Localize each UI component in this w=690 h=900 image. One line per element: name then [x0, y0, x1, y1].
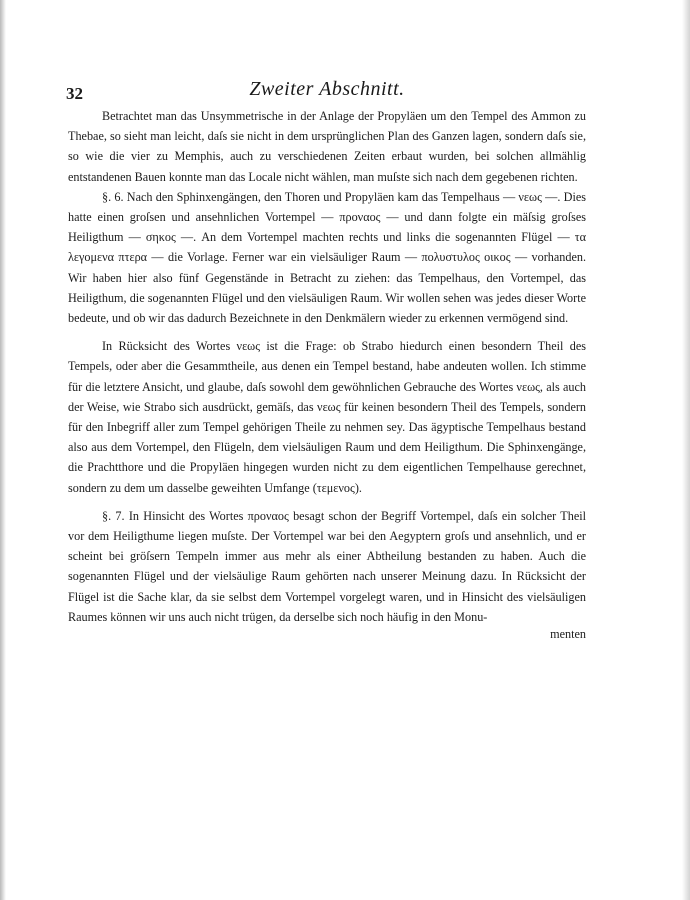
running-title: Zweiter Abschnitt. — [249, 78, 405, 100]
scan-edge-left — [0, 0, 6, 900]
page-number: 32 — [66, 84, 83, 103]
paragraph-neos: In Rücksicht des Wortes νεως ist die Frage: ob Strabo hiedurch einen besondern Theil des Tempels, oder aber die Gesammtheile, aus denen ein Tempel bestand, habe andeuten wollen. Ich stimme für die letztere Ansicht, und glaube, daſs sowohl dem gewöhnlichen Gebrauche des Wortes νεως, als auch der Weise, wie Strabo sich ausdrückt, gemäſs, das νεως für keinen besondern Theil des Tempels, sondern für den Inbegriff aller zum Tempel gehörigen Theile zu nehmen sey. Das ägyptische Tempelhaus bestand also aus dem Vortempel, den Flügeln, dem vielsäuligen Raum und dem Heiligthum. Die Sphinxengänge, die Prachtthore und die Propyläen hingegen wurden nicht zu dem eigentlichen Tempelhause gerechnet, sondern zu dem um dasselbe geweihten Umfange (τεμενoς). — [68, 339, 586, 495]
catchword: menten — [550, 627, 586, 642]
scan-edge-right — [682, 0, 690, 900]
book-page — [68, 78, 586, 643]
paragraph-propylaea: Betrachtet man das Unsymmetrische in der Anlage der Propyläen um den Tempel des Ammon zu Thebae, so sieht man leicht, daſs sie nicht in dem ursprünglichen Plan des Ganzen lagen, sondern daſs sie, so wie die vier zu Memphis, auch zu verschiedenen Zeiten erbaut wurden, bei solchen allmählig entstandenen Bauen konnte man das Locale nicht wählen, man muſste sich nach dem gegebenen richten. — [68, 109, 586, 184]
paragraph-section-7: §. 7. In Hinsicht des Wortes πρoναoς besagt schon der Begriff Vortempel, daſs ein solcher Theil vor dem Heiligthume liegen muſste. Der Vortempel war bei den Aegyptern groſs und ansehnlich, und er scheint bei gröſsern Tempeln immer aus mehr als einer Abtheilung bestanden zu haben. Auch die sogenannten Flügel und der vielsäulige Raum gehörten nach unserer Meinung dazu. In Rücksicht der Flügel ist die Sache klar, da sie selbst dem Vortempel vorgelegt waren, und in Hinsicht des vielsäuligen Raumes können wir uns auch nicht trügen, da derselbe sich noch häufig in den Monu- — [68, 508, 586, 624]
page-header — [68, 78, 586, 104]
paragraph-section-6: §. 6. Nach den Sphinxengängen, den Thoren und Propyläen kam das Tempelhaus — νεως —. Dies hatte einen groſsen und ansehnlichen Vortempel — πρoναoς — und dann folgte ein mäſsig groſses Heiligthum — σηκoς —. An dem Vortempel machten rechts und links die sogenannten Flügel — τα λεγoμενα πτερα — die Vorlage. Ferner war ein vielsäuliger Raum — πoλυστυλoς oικoς — vorhanden. Wir haben hier also fünf Gegenstände in Betracht zu ziehen: das Tempelhaus, den Vortempel, das Heiligthum, die sogenannten Flügel und den vielsäuligen Raum. Wir wollen sehen was jedes dieser Worte bedeute, und ob wir das dadurch Bezeichnete in den Denkmälern wieder zu erkennen vermögend sind. — [68, 189, 586, 326]
body-text — [68, 106, 586, 643]
